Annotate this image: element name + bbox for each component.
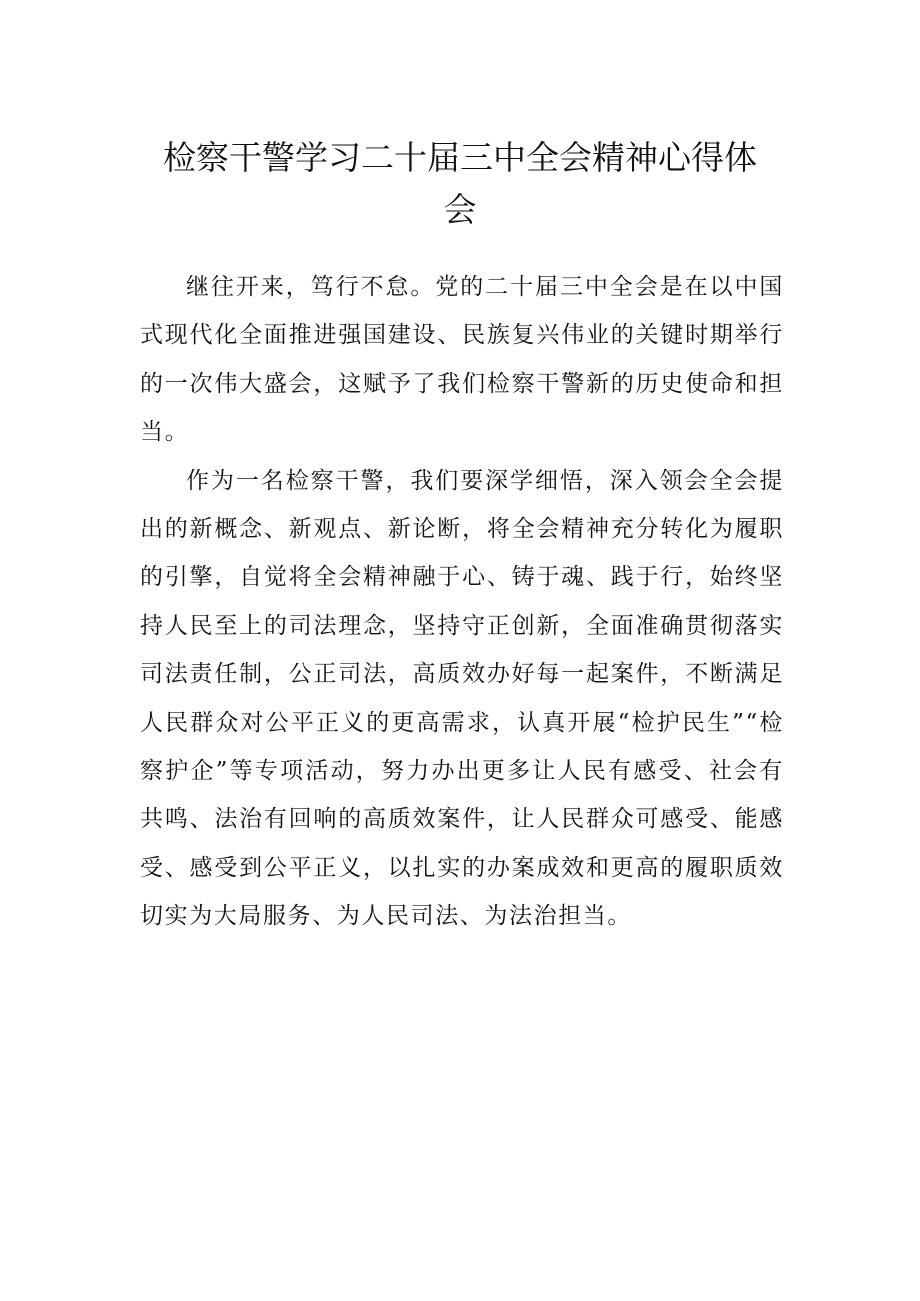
paragraph-1: 继往开来，笃行不怠。党的二十届三中全会是在以中国式现代化全面推进强国建设、民族复兴伟业的关键时期举行的一次伟大盛会，这赋予了我们检察干警新的历史使命和担当。 [140, 274, 784, 446]
paragraph-2: 作为一名检察干警，我们要深学细悟，深入领会全会提出的新概念、新观点、新论断，将全会精神充分转化为履职的引擎，自觉将全会精神融于心、铸于魂、践于行，始终坚持人民至上的司法理念，坚持守正创新，全面准确贯彻落实司法责任制，公正司法，高质效办好每一起案件，不断满足人民群众对公平正义的更高需求，认真开展“检护民生”“检察护企”等专项活动，努力办出更多让人民有感受、社会有共鸣、法治有回响的高质效案件，让人民群众可感受、能感受、感受到公平正义，以扎实的办案成效和更高的履职质效切实为大局服务、为人民司法、为法治担当。 [140, 467, 784, 930]
document-title: 检察干警学习二十届三中全会精神心得体会 [163, 138, 757, 229]
document-body [140, 263, 784, 941]
